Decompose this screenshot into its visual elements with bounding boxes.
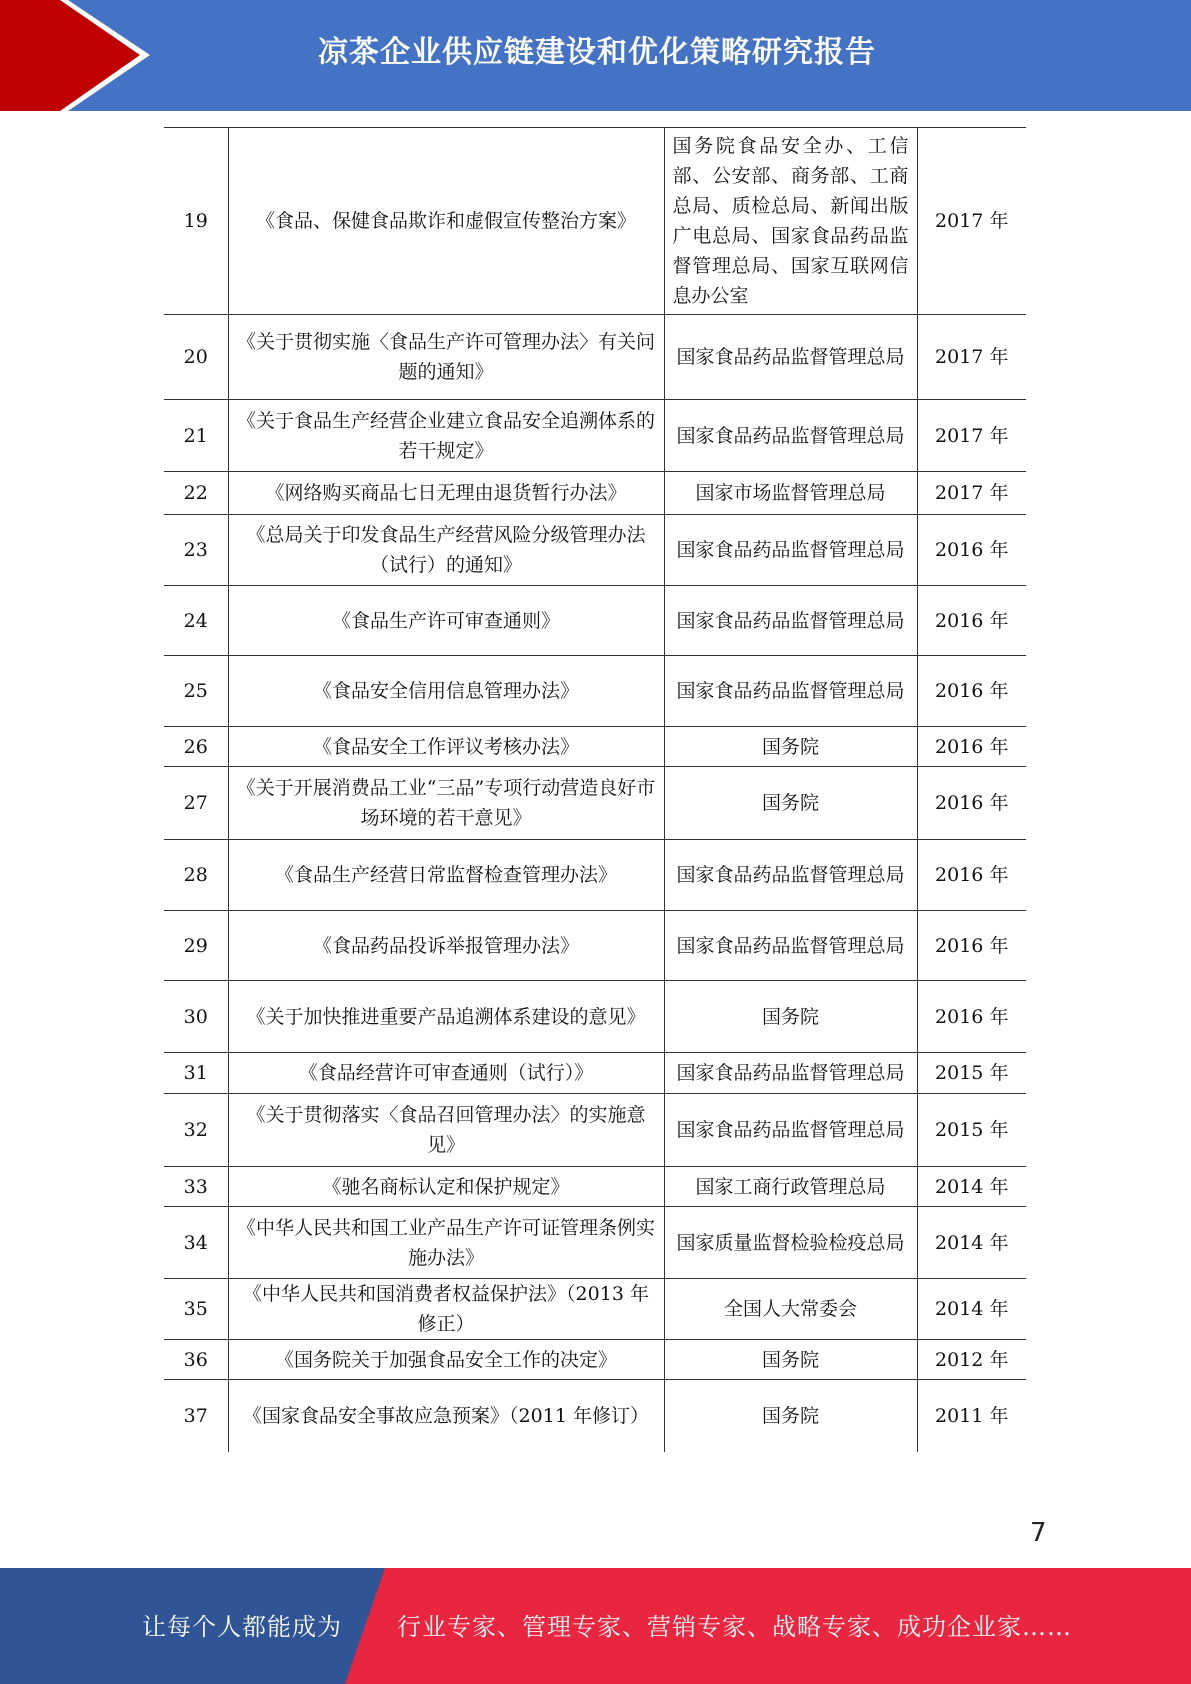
issuing-authority: 国家质量监督检验检疫总局 [664, 1207, 917, 1279]
row-number: 27 [164, 767, 228, 840]
issuing-authority: 国家工商行政管理总局 [664, 1167, 917, 1207]
row-number: 22 [164, 472, 228, 515]
issuing-authority: 全国人大常委会 [664, 1279, 917, 1340]
regulation-title: 《食品生产许可审查通则》 [228, 586, 664, 656]
table-row [164, 1279, 1026, 1340]
table-row [164, 586, 1026, 656]
table-row [164, 400, 1026, 472]
page-footer [0, 1568, 1191, 1684]
table-row [164, 472, 1026, 515]
table-row [164, 315, 1026, 400]
regulation-title: 《中华人民共和国工业产品生产许可证管理条例实施办法》 [228, 1207, 664, 1279]
report-title: 凉茶企业供应链建设和优化策略研究报告 [318, 35, 876, 70]
regulation-title: 《关于开展消费品工业“三品”专项行动营造良好市场环境的若干意见》 [228, 767, 664, 840]
issuing-authority: 国务院 [664, 981, 917, 1053]
regulations-table [164, 127, 1026, 1452]
row-number: 31 [164, 1053, 228, 1094]
regulation-title: 《关于食品生产经营企业建立食品安全追溯体系的若干规定》 [228, 400, 664, 472]
issue-year: 2017 年 [917, 472, 1026, 515]
issuing-authority: 国家食品药品监督管理总局 [664, 586, 917, 656]
issue-year: 2016 年 [917, 656, 1026, 727]
row-number: 24 [164, 586, 228, 656]
row-number: 23 [164, 515, 228, 586]
table-row [164, 656, 1026, 727]
table-row [164, 767, 1026, 840]
issue-year: 2014 年 [917, 1279, 1026, 1340]
table-row [164, 1207, 1026, 1279]
row-number: 19 [164, 128, 228, 315]
table-row [164, 1380, 1026, 1452]
issue-year: 2017 年 [917, 128, 1026, 315]
page-header [0, 0, 1191, 111]
row-number: 26 [164, 727, 228, 767]
row-number: 37 [164, 1380, 228, 1452]
regulation-title: 《国务院关于加强食品安全工作的决定》 [228, 1340, 664, 1380]
issue-year: 2016 年 [917, 911, 1026, 981]
table-row [164, 515, 1026, 586]
issuing-authority: 国务院食品安全办、工信部、公安部、商务部、工商总局、质检总局、新闻出版广电总局、国家食品药品监督管理总局、国家互联网信息办公室 [664, 128, 917, 315]
row-number: 36 [164, 1340, 228, 1380]
table-row [164, 911, 1026, 981]
table-row [164, 1340, 1026, 1380]
issue-year: 2016 年 [917, 515, 1026, 586]
issue-year: 2015 年 [917, 1053, 1026, 1094]
regulation-title: 《总局关于印发食品生产经营风险分级管理办法（试行）的通知》 [228, 515, 664, 586]
regulation-title: 《关于贯彻实施〈食品生产许可管理办法〉有关问题的通知》 [228, 315, 664, 400]
regulation-title: 《关于加快推进重要产品追溯体系建设的意见》 [228, 981, 664, 1053]
row-number: 29 [164, 911, 228, 981]
regulation-title: 《食品安全工作评议考核办法》 [228, 727, 664, 767]
row-number: 33 [164, 1167, 228, 1207]
issue-year: 2016 年 [917, 840, 1026, 911]
table-row [164, 128, 1026, 315]
table-row [164, 840, 1026, 911]
regulation-title: 《驰名商标认定和保护规定》 [228, 1167, 664, 1207]
regulation-title: 《食品经营许可审查通则（试行）》 [228, 1053, 664, 1094]
issue-year: 2016 年 [917, 981, 1026, 1053]
regulation-title: 《网络购买商品七日无理由退货暂行办法》 [228, 472, 664, 515]
issuing-authority: 国家食品药品监督管理总局 [664, 656, 917, 727]
table-row [164, 1094, 1026, 1167]
row-number: 32 [164, 1094, 228, 1167]
issuing-authority: 国家食品药品监督管理总局 [664, 1094, 917, 1167]
issue-year: 2016 年 [917, 727, 1026, 767]
regulation-title: 《关于贯彻落实〈食品召回管理办法〉的实施意见》 [228, 1094, 664, 1167]
regulation-title: 《国家食品安全事故应急预案》（2011 年修订） [228, 1380, 664, 1452]
row-number: 35 [164, 1279, 228, 1340]
regulation-title: 《中华人民共和国消费者权益保护法》（2013 年修正） [228, 1279, 664, 1340]
issuing-authority: 国家食品药品监督管理总局 [676, 1062, 905, 1084]
row-number: 20 [164, 315, 228, 400]
issue-year: 2016 年 [917, 767, 1026, 840]
issue-year: 2012 年 [917, 1340, 1026, 1380]
regulation-title: 《食品安全信用信息管理办法》 [228, 656, 664, 727]
footer-slogan-right: 行业专家、管理专家、营销专家、战略专家、成功企业家…… [397, 1613, 1072, 1641]
regulation-title: 《食品生产经营日常监督检查管理办法》 [228, 840, 664, 911]
issuing-authority: 国务院 [664, 767, 917, 840]
issuing-authority: 国务院 [664, 1380, 917, 1452]
regulation-title: 《食品、保健食品欺诈和虚假宣传整治方案》 [228, 128, 664, 315]
row-number: 34 [164, 1207, 228, 1279]
issue-year: 2011 年 [917, 1380, 1026, 1452]
issuing-authority: 国家食品药品监督管理总局 [664, 911, 917, 981]
issue-year: 2015 年 [917, 1094, 1026, 1167]
table-row [164, 1053, 1026, 1094]
row-number: 21 [164, 400, 228, 472]
table-row [164, 727, 1026, 767]
issue-year: 2014 年 [917, 1167, 1026, 1207]
footer-slogan-left: 让每个人都能成为 [142, 1613, 342, 1641]
regulation-title: 《食品药品投诉举报管理办法》 [228, 911, 664, 981]
issuing-authority-cell [664, 1053, 917, 1094]
page-number: 7 [1030, 1518, 1047, 1548]
issuing-authority: 国务院 [664, 727, 917, 767]
row-number: 25 [164, 656, 228, 727]
issuing-authority: 国家市场监督管理总局 [664, 472, 917, 515]
issuing-authority: 国务院 [664, 1340, 917, 1380]
row-number: 30 [164, 981, 228, 1053]
issuing-authority: 国家食品药品监督管理总局 [664, 315, 917, 400]
issue-year: 2017 年 [917, 315, 1026, 400]
issue-year: 2016 年 [917, 586, 1026, 656]
table-row [164, 981, 1026, 1053]
table-row [164, 1167, 1026, 1207]
issue-year: 2017 年 [917, 400, 1026, 472]
issue-year: 2014 年 [917, 1207, 1026, 1279]
issuing-authority: 国家食品药品监督管理总局 [664, 840, 917, 911]
issuing-authority: 国家食品药品监督管理总局 [664, 515, 917, 586]
issuing-authority: 国家食品药品监督管理总局 [664, 400, 917, 472]
row-number: 28 [164, 840, 228, 911]
